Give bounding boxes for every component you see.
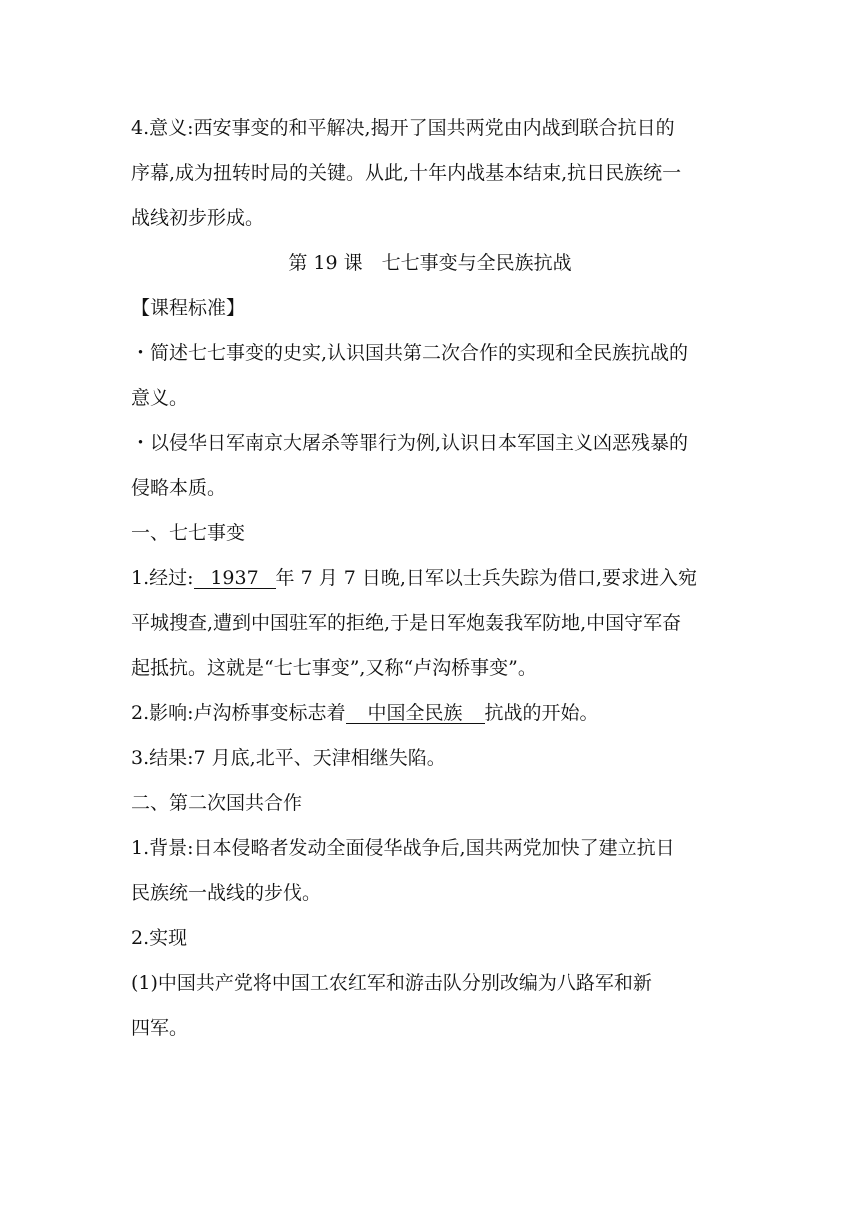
text-line: 侵略本质。 xyxy=(131,477,227,499)
section-heading: 一、七七事变 xyxy=(131,522,246,544)
text-line: 4.意义:西安事变的和平解决,揭开了国共两党由内战到联合抗日的 xyxy=(131,117,675,139)
text-line: 序幕,成为扭转时局的关键。从此,十年内战基本结束,抗日民族统一 xyxy=(131,162,682,184)
text-line: 1.背景:日本侵略者发动全面侵华战争后,国共两党加快了建立抗日 xyxy=(131,837,675,859)
text-line: 四军。 xyxy=(131,1017,189,1039)
text-line xyxy=(131,701,731,725)
text-segment: 2.影响:卢沟桥事变标志着 xyxy=(131,702,346,724)
text-line: 起抵抗。这就是“七七事变”,又称“卢沟桥事变”。 xyxy=(131,657,537,679)
text-line: 2.实现 xyxy=(131,927,188,949)
text-line xyxy=(131,566,731,590)
text-segment: 1.经过: xyxy=(131,567,194,589)
text-line: ・以侵华日军南京大屠杀等罪行为例,认识日本军国主义凶恶残暴的 xyxy=(131,432,689,454)
text-line: ・简述七七事变的史实,认识国共第二次合作的实现和全民族抗战的 xyxy=(131,342,689,364)
section-heading: 二、第二次国共合作 xyxy=(131,792,303,814)
fill-blank-answer: 中国全民族 xyxy=(346,703,485,724)
text-line: 战线初步形成。 xyxy=(131,207,265,229)
text-line: 民族统一战线的步伐。 xyxy=(131,882,322,904)
text-line: 3.结果:7 月底,北平、天津相继失陷。 xyxy=(131,747,446,769)
text-segment: 年 7 月 7 日晚,日军以士兵失踪为借口,要求进入宛 xyxy=(275,567,697,589)
text-line: 平城搜查,遭到中国驻军的拒绝,于是日军炮轰我军防地,中国守军奋 xyxy=(131,612,682,634)
fill-blank-answer: 1937 xyxy=(194,568,276,589)
text-line: 意义。 xyxy=(131,387,189,409)
text-line: (1)中国共产党将中国工农红军和游击队分别改编为八路军和新 xyxy=(131,972,652,994)
text-segment: 抗战的开始。 xyxy=(484,702,599,724)
lesson-title: 第 19 课 七七事变与全民族抗战 xyxy=(288,252,572,274)
section-heading: 【课程标准】 xyxy=(131,297,246,319)
